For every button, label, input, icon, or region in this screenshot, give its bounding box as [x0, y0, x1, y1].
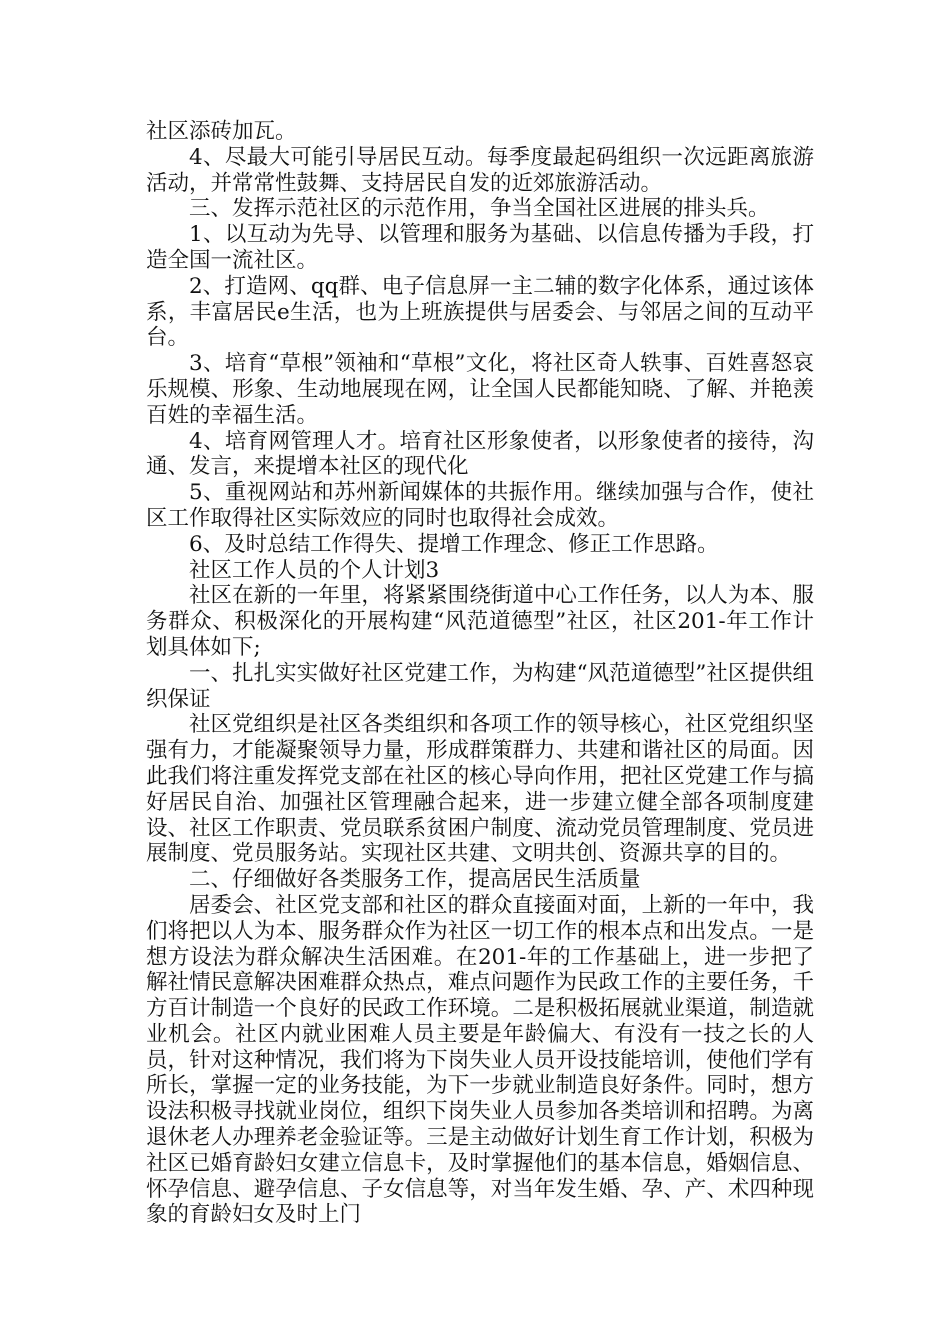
- paragraph-item-3: 3、培育“草根”领袖和“草根”文化，将社区奇人轶事、百姓喜怒哀乐规模、形象、生动地展现在网，让全国人民都能知晓、了解、并艳羡百姓的幸福生活。: [146, 351, 814, 428]
- paragraph-item-4-talent: 4、培育网管理人才。培育社区形象使者，以形象使者的接待，沟通、发言，来提增本社区的现代化: [146, 428, 814, 480]
- document-body: [146, 119, 814, 1228]
- paragraph-item-2: 2、打造网、qq群、电子信息屏一主二辅的数字化体系，通过该体系，丰富居民e生活，也为上班族提供与居委会、与邻居之间的互动平台。: [146, 273, 814, 351]
- paragraph-item-4-travel: 4、尽最大可能引导居民互动。每季度最起码组织一次远距离旅游活动，并常常性鼓舞、支持居民自发的近郊旅游活动。: [146, 144, 814, 196]
- paragraph-party-building: 社区党组织是社区各类组织和各项工作的领导核心，社区党组织坚强有力，才能凝聚领导力量，形成群策群力、共建和谐社区的局面。因此我们将注重发挥党支部在社区的核心导向作用，把社区党建工作与搞好居民自治、加强社区管理融合起来，进一步建立健全部各项制度建设、社区工作职责、党员联系贫困户制度、流动党员管理制度、党员进展制度、党员服务站。实现社区共建、文明共创、资源共享的目的。: [146, 712, 814, 867]
- paragraph-intro: 社区在新的一年里，将紧紧围绕街道中心工作任务，以人为本、服务群众、积极深化的开展构建“风范道德型”社区，社区201-年工作计划具体如下;: [146, 583, 814, 660]
- section-heading-1: 一、扎扎实实做好社区党建工作，为构建“风范道德型”社区提供组织保证: [146, 660, 814, 712]
- section-heading-3: 三、发挥示范社区的示范作用，争当全国社区进展的排头兵。: [189, 196, 770, 222]
- paragraph-item-1: 1、以互动为先导、以管理和服务为基础、以信息传播为手段，打造全国一流社区。: [146, 222, 814, 273]
- paragraph-item-5: 5、重视网站和苏州新闻媒体的共振作用。继续加强与合作，使社区工作取得社区实际效应的同时也取得社会成效。: [146, 480, 814, 531]
- paragraph-services: 居委会、社区党支部和社区的群众直接面对面，上新的一年中，我们将把以人为本、服务群众作为社区一切工作的根本点和出发点。一是想方设法为群众解决生活困难。在201-年的工作基础上，进一步把了解社情民意解决困难群众热点，难点问题作为民政工作的主要任务，千方百计制造一个良好的民政工作环境。二是积极拓展就业渠道，制造就业机会。社区内就业困难人员主要是年龄偏大、有没有一技之长的人员，针对这种情况，我们将为下岗失业人员开设技能培训，使他们学有所长，掌握一定的业务技能，为下一步就业制造良好条件。同时，想方设法积极寻找就业岗位，组织下岗失业人员参加各类培训和招聘。为离退休老人办理养老金验证等。三是主动做好计划生育工作计划，积极为社区已婚育龄妇女建立信息卡，及时掌握他们的基本信息，婚姻信息、怀孕信息、避孕信息、子女信息等，对当年发生婚、孕、产、术四种现象的育龄妇女及时上门: [146, 892, 814, 1228]
- plan-title: 社区工作人员的个人计划3: [189, 557, 440, 583]
- paragraph-continuation: 社区添砖加瓦。: [146, 119, 297, 144]
- paragraph-item-6: 6、及时总结工作得失、提增工作理念、修正工作思路。: [189, 531, 719, 557]
- section-heading-2: 二、仔细做好各类服务工作，提高居民生活质量: [189, 867, 641, 893]
